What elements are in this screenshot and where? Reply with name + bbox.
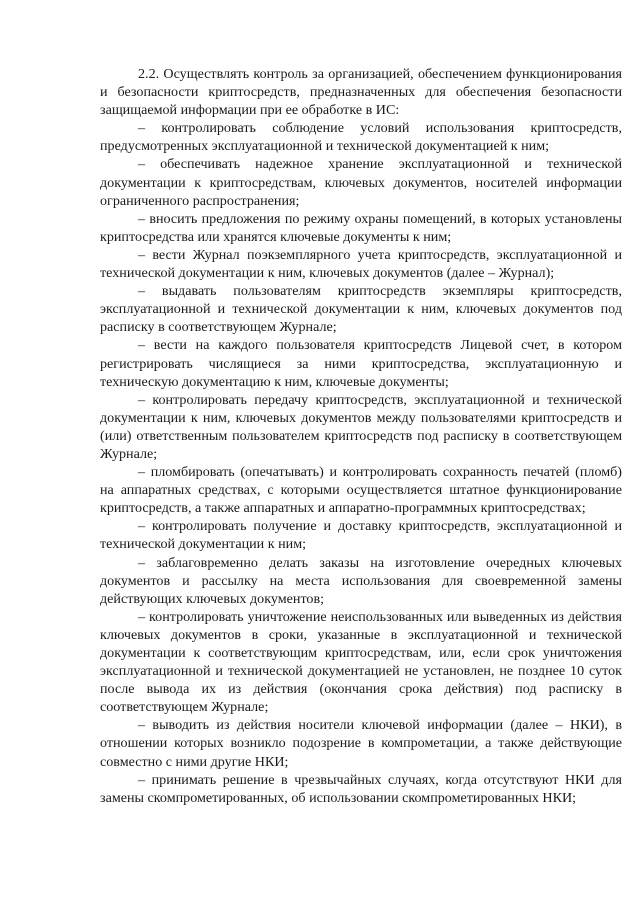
paragraph-receipt-delivery: – контролировать получение и доставку криптосредств, эксплуатационной и технической документации к ним; bbox=[100, 518, 622, 553]
document-page bbox=[100, 65, 622, 807]
paragraph-control-usage: – контролировать соблюдение условий использования криптосредств, предусмотренных эксплуатационной и технической документацией к ним; bbox=[100, 120, 622, 155]
paragraph-withdraw-nki: – выводить из действия носители ключевой информации (далее – НКИ), в отношении которых возникло подозрение в компрометации, а также действующие совместно с ними другие НКИ; bbox=[100, 717, 622, 770]
paragraph-destruction: – контролировать уничтожение неиспользованных или выведенных из действия ключевых документов в сроки, указанные в эксплуатационной и технической документации к соответствующим криптосредствам, или, если срок уничтожения эксплуатационной и технической документацией не установлен, не позднее 10 суток после вывода их из действия (окончания срока действия) под расписку в соответствующем Журнале; bbox=[100, 608, 622, 716]
paragraph-personal-account: – вести на каждого пользователя криптосредств Лицевой счет, в котором регистрировать числящиеся за ними криптосредства, эксплуатационную и техническую документацию к ним, ключевые документы; bbox=[100, 337, 622, 390]
paragraph-storage: – обеспечивать надежное хранение эксплуатационной и технической документации к криптосредствам, ключевых документов, носителей информации ограниченного распространения; bbox=[100, 156, 622, 209]
paragraph-journal: – вести Журнал поэкземплярного учета криптосредств, эксплуатационной и технической документации к ним, ключевых документов (далее – Журнал); bbox=[100, 246, 622, 282]
paragraph-issue: – выдавать пользователям криптосредств экземпляры криптосредств, эксплуатационной и технической документации к ним, ключевых документов под расписку в соответствующем Журнале; bbox=[100, 283, 622, 336]
paragraph-2-2-intro: 2.2. Осуществлять контроль за организацией, обеспечением функционирования и безопасности криптосредств, предназначенных для обеспечения безопасности защищаемой информации при ее обработке в ИС: bbox=[100, 66, 622, 119]
paragraph-sealing: – пломбировать (опечатывать) и контролировать сохранность печатей (пломб) на аппаратных средствах, с которыми осуществляется штатное функционирование криптосредств, а также аппаратных и аппаратно-программных криптосредствах; bbox=[100, 464, 622, 517]
paragraph-orders: – заблаговременно делать заказы на изготовление очередных ключевых документов и рассылку на места использования для своевременной замены действующих ключевых документов; bbox=[100, 554, 622, 607]
paragraph-transfer: – контролировать передачу криптосредств, эксплуатационной и технической документации к ним, ключевых документов между пользователями криптосредств и (или) ответственным пользователем криптосредств под расписку в соответствующем Журнале; bbox=[100, 391, 622, 462]
paragraph-premises-security: – вносить предложения по режиму охраны помещений, в которых установлены криптосредства или хранятся ключевые документы к ним; bbox=[100, 210, 622, 245]
paragraph-emergency: – принимать решение в чрезвычайных случаях, когда отсутствуют НКИ для замены скомпрометированных, об использовании скомпрометированных НКИ; bbox=[100, 771, 622, 806]
